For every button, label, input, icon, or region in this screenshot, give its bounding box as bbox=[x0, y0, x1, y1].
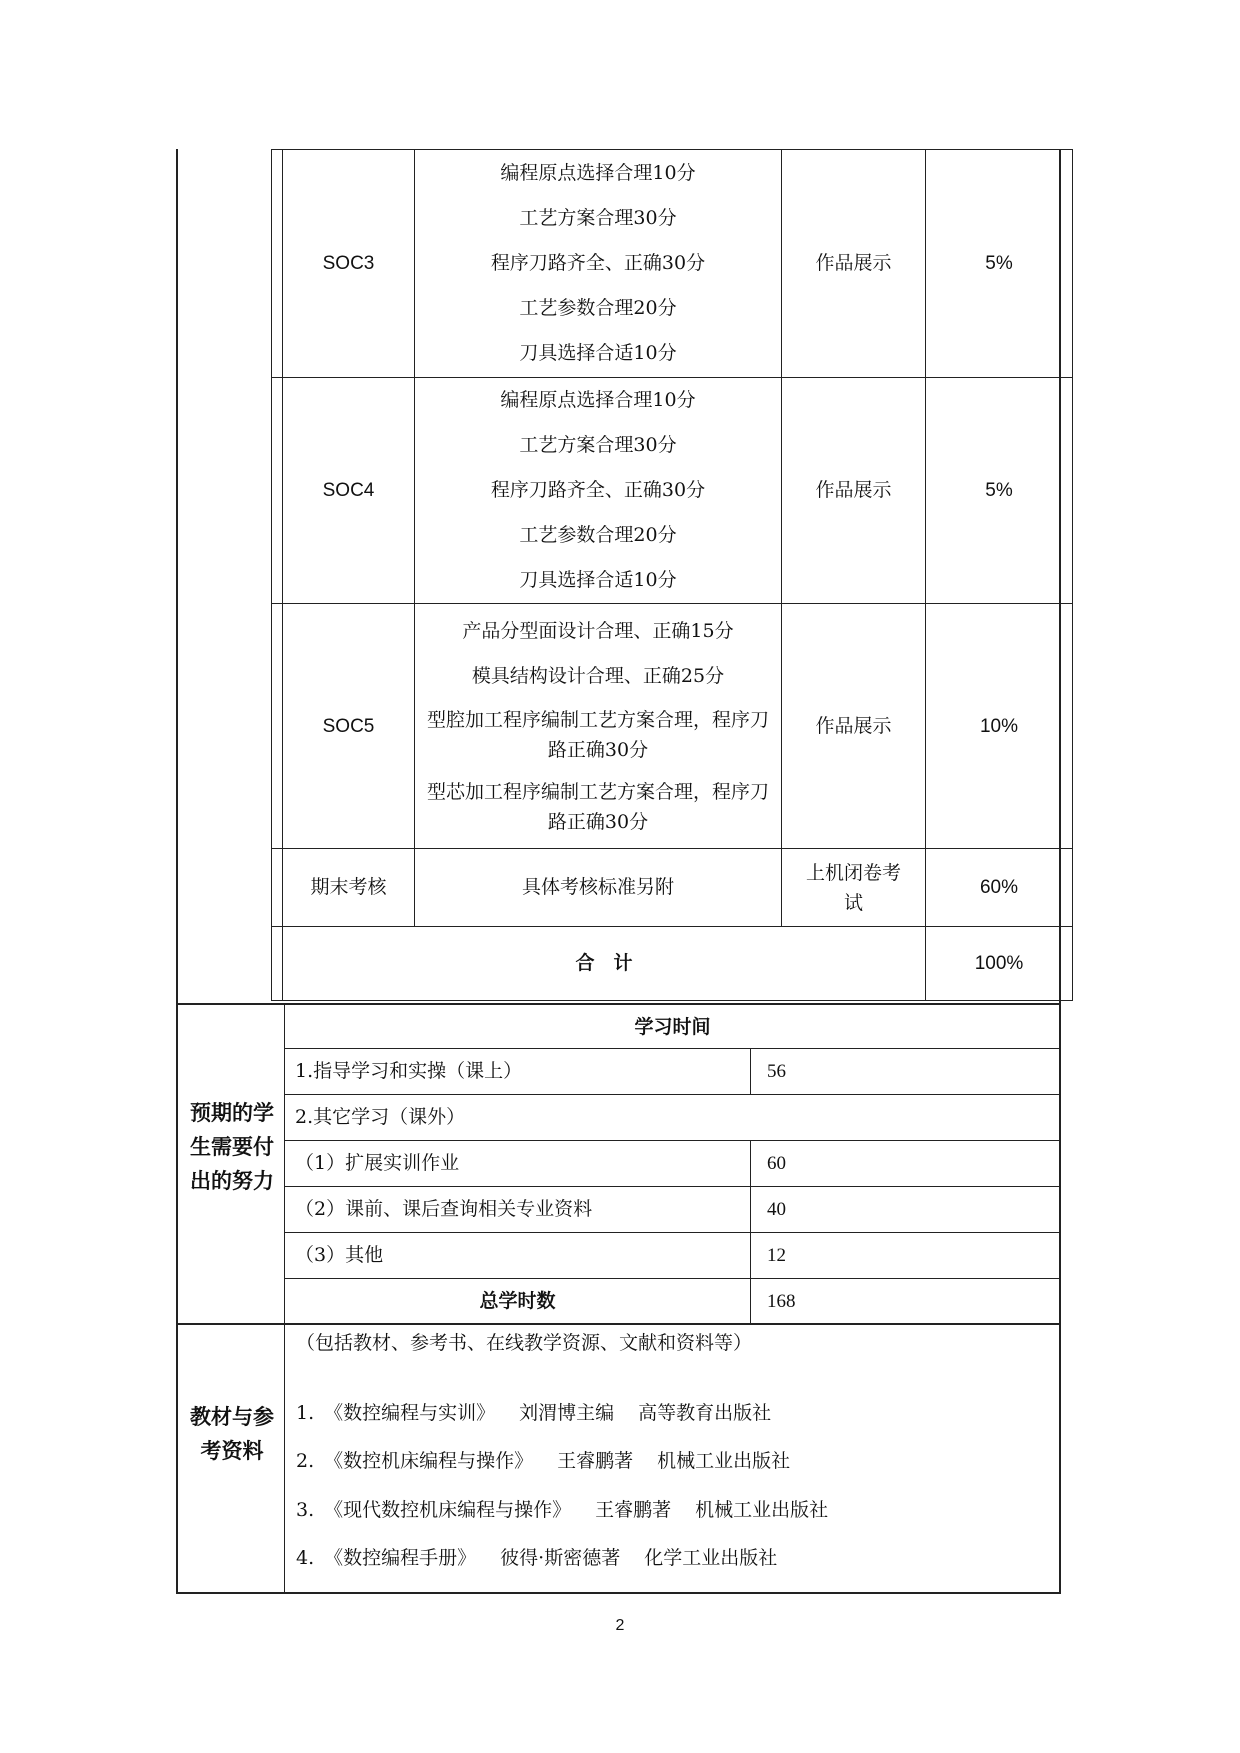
soc4-weight: 5% bbox=[985, 480, 1013, 501]
criteria-line: 刀具选择合适10分 bbox=[519, 569, 677, 591]
soc4-method: 作品展示 bbox=[815, 479, 892, 501]
criteria-line: 产品分型面设计合理、正确15分 bbox=[462, 620, 734, 642]
reference-num: 2. bbox=[296, 1450, 315, 1472]
reference-publisher: 化学工业出版社 bbox=[644, 1547, 778, 1569]
reference-author: 刘渭博主编 bbox=[519, 1402, 615, 1424]
effort-item-2-label: 2.其它学习（课外） bbox=[295, 1106, 466, 1128]
reference-num: 1. bbox=[296, 1402, 315, 1424]
effort-item-3-value: 60 bbox=[767, 1153, 786, 1174]
criteria-line: 工艺方案合理30分 bbox=[519, 207, 677, 229]
effort-item-1-value: 56 bbox=[767, 1061, 786, 1082]
effort-item-3-label: （1）扩展实训作业 bbox=[295, 1152, 460, 1174]
criteria-line: 模具结构设计合理、正确25分 bbox=[471, 665, 725, 687]
total-weight: 100% bbox=[974, 953, 1024, 974]
soc5-weight: 10% bbox=[979, 715, 1019, 737]
criteria-line: 编程原点选择合理10分 bbox=[500, 162, 696, 184]
reference-num: 3. bbox=[296, 1499, 315, 1521]
soc5-criteria bbox=[418, 604, 778, 848]
effort-total-label: 总学时数 bbox=[479, 1290, 556, 1312]
criteria-line: 工艺参数合理20分 bbox=[519, 297, 677, 319]
reference-num: 4. bbox=[296, 1547, 315, 1569]
final-criteria: 具体考核标准另附 bbox=[521, 876, 674, 898]
soc5-code: SOC5 bbox=[322, 715, 375, 737]
reference-title: 《数控编程与实训》 bbox=[324, 1402, 496, 1424]
reference-item bbox=[296, 1543, 801, 1570]
reference-title: 《数控机床编程与操作》 bbox=[324, 1450, 534, 1472]
reference-publisher: 机械工业出版社 bbox=[657, 1450, 791, 1472]
criteria-line: 型腔加工程序编制工艺方案合理，程序刀路正确30分 bbox=[426, 709, 769, 761]
effort-total-value: 168 bbox=[767, 1291, 796, 1312]
criteria-line: 工艺方案合理30分 bbox=[519, 434, 677, 456]
reference-title: 《数控编程手册》 bbox=[324, 1547, 477, 1569]
soc4-code: SOC4 bbox=[322, 480, 375, 501]
effort-header: 学习时间 bbox=[634, 1015, 711, 1038]
criteria-line: 型芯加工程序编制工艺方案合理，程序刀路正确30分 bbox=[426, 781, 769, 833]
page-number: 2 bbox=[615, 1617, 625, 1634]
reference-publisher: 机械工业出版社 bbox=[695, 1499, 829, 1521]
soc3-code: SOC3 bbox=[322, 253, 375, 274]
effort-item-5-label: （3）其他 bbox=[295, 1244, 384, 1266]
effort-section-label: 预期的学生需要付出的努力 bbox=[190, 1101, 274, 1193]
effort-item-1-label: 1.指导学习和实操（课上） bbox=[295, 1060, 523, 1082]
criteria-line: 刀具选择合适10分 bbox=[519, 342, 677, 364]
final-weight: 60% bbox=[979, 877, 1019, 898]
effort-item-4-label: （2）课前、课后查询相关专业资料 bbox=[295, 1198, 593, 1220]
effort-item-5-value: 12 bbox=[767, 1245, 786, 1266]
total-label: 合 计 bbox=[575, 952, 633, 974]
soc3-method: 作品展示 bbox=[815, 252, 892, 274]
final-method: 上机闭卷考试 bbox=[805, 861, 901, 914]
reference-title: 《现代数控机床编程与操作》 bbox=[324, 1499, 572, 1521]
reference-author: 王睿鹏著 bbox=[595, 1499, 672, 1521]
reference-author: 王睿鹏著 bbox=[557, 1450, 634, 1472]
criteria-line: 编程原点选择合理10分 bbox=[500, 389, 696, 411]
soc5-method: 作品展示 bbox=[815, 714, 892, 737]
criteria-line: 程序刀路齐全、正确30分 bbox=[490, 252, 706, 274]
criteria-line: 程序刀路齐全、正确30分 bbox=[490, 479, 706, 501]
reference-author: 彼得·斯密德著 bbox=[500, 1547, 621, 1569]
criteria-line: 工艺参数合理20分 bbox=[519, 524, 677, 546]
soc3-criteria bbox=[415, 150, 781, 377]
reference-item bbox=[296, 1495, 852, 1522]
soc4-criteria bbox=[415, 378, 781, 603]
reference-item bbox=[296, 1446, 814, 1473]
reference-item bbox=[296, 1398, 795, 1425]
materials-intro: （包括教材、参考书、在线教学资源、文献和资料等） bbox=[296, 1332, 753, 1354]
materials-section-label: 教材与参考资料 bbox=[190, 1405, 274, 1463]
final-label: 期末考核 bbox=[310, 876, 387, 898]
effort-item-4-value: 40 bbox=[767, 1199, 786, 1220]
soc3-weight: 5% bbox=[985, 253, 1013, 274]
reference-publisher: 高等教育出版社 bbox=[638, 1402, 772, 1424]
